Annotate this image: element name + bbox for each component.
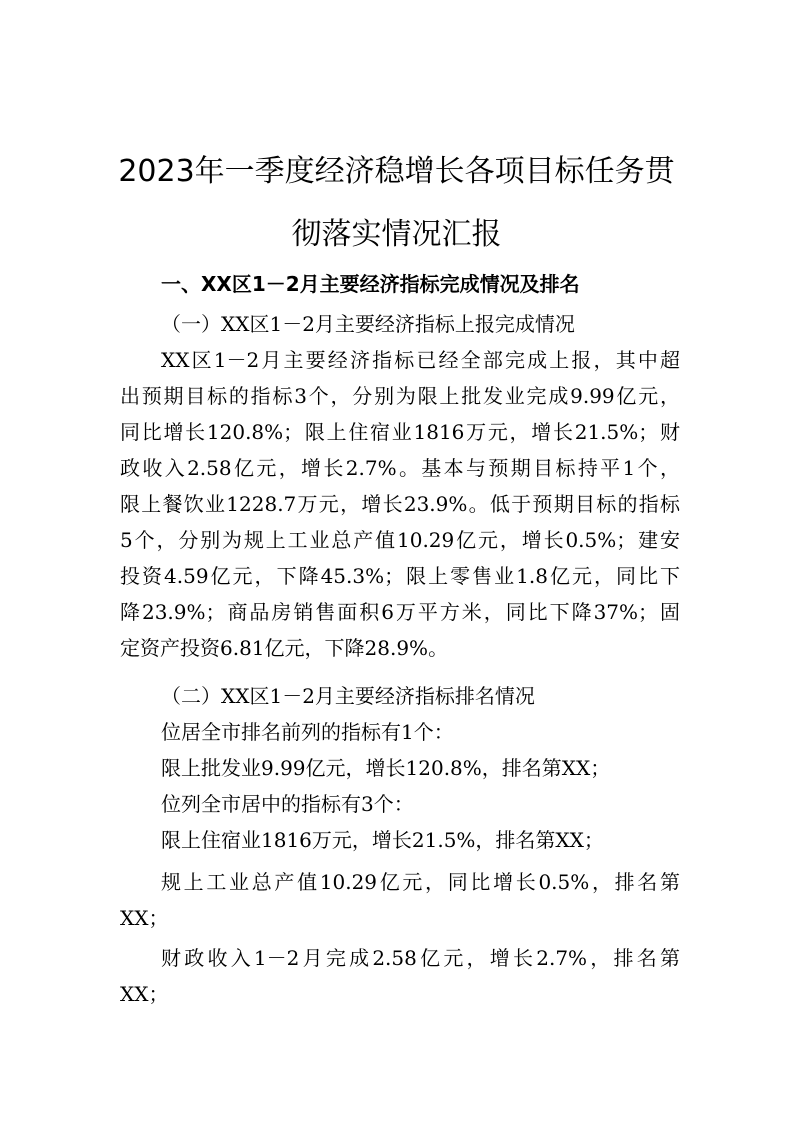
- list-item: 限上住宿业1816万元，增长21.5%，排名第XX；: [161, 828, 604, 852]
- paragraph-line: 同比增长120.8%；限上住宿业1816万元，增长21.5%；财: [120, 420, 680, 444]
- subsection-heading-2: （二）XX区1－2月主要经济指标排名情况: [161, 684, 535, 708]
- paragraph-line: 限上餐饮业1228.7万元，增长23.9%。低于预期目标的指标: [120, 492, 680, 516]
- paragraph-line: 政收入2.58亿元，增长2.7%。基本与预期目标持平1个，: [120, 456, 680, 480]
- list-item: 位列全市居中的指标有3个：: [161, 792, 414, 816]
- list-item-continuation: XX；: [120, 982, 169, 1006]
- list-item-continuation: XX；: [120, 906, 169, 930]
- subsection-heading-1: （一）XX区1－2月主要经济指标上报完成情况: [161, 312, 575, 336]
- paragraph-line: XX区1－2月主要经济指标已经全部完成上报，其中超: [161, 348, 680, 372]
- list-item: 规上工业总产值10.29亿元，同比增长0.5%，排名第: [161, 870, 680, 894]
- document-title-line-1: 2023年一季度经济稳增长各项目标任务贯: [118, 154, 675, 189]
- paragraph-line: 5个，分别为规上工业总产值10.29亿元，增长0.5%；建安: [120, 528, 680, 552]
- paragraph-line: 降23.9%；商品房销售面积6万平方米，同比下降37%；固: [120, 600, 680, 624]
- paragraph-line: 定资产投资6.81亿元，下降28.9%。: [120, 636, 449, 660]
- paragraph-line: 出预期目标的指标3个，分别为限上批发业完成9.99亿元，: [120, 384, 680, 408]
- section-heading: 一、XX区1－2月主要经济指标完成情况及排名: [161, 272, 580, 296]
- list-item: 位居全市排名前列的指标有1个：: [161, 720, 454, 744]
- document-title-line-2: 彻落实情况汇报: [291, 217, 502, 252]
- paragraph-line: 投资4.59亿元，下降45.3%；限上零售业1.8亿元，同比下: [120, 564, 680, 588]
- list-item: 财政收入1－2月完成2.58亿元，增长2.7%，排名第: [161, 946, 680, 970]
- list-item: 限上批发业9.99亿元，增长120.8%，排名第XX；: [161, 756, 611, 780]
